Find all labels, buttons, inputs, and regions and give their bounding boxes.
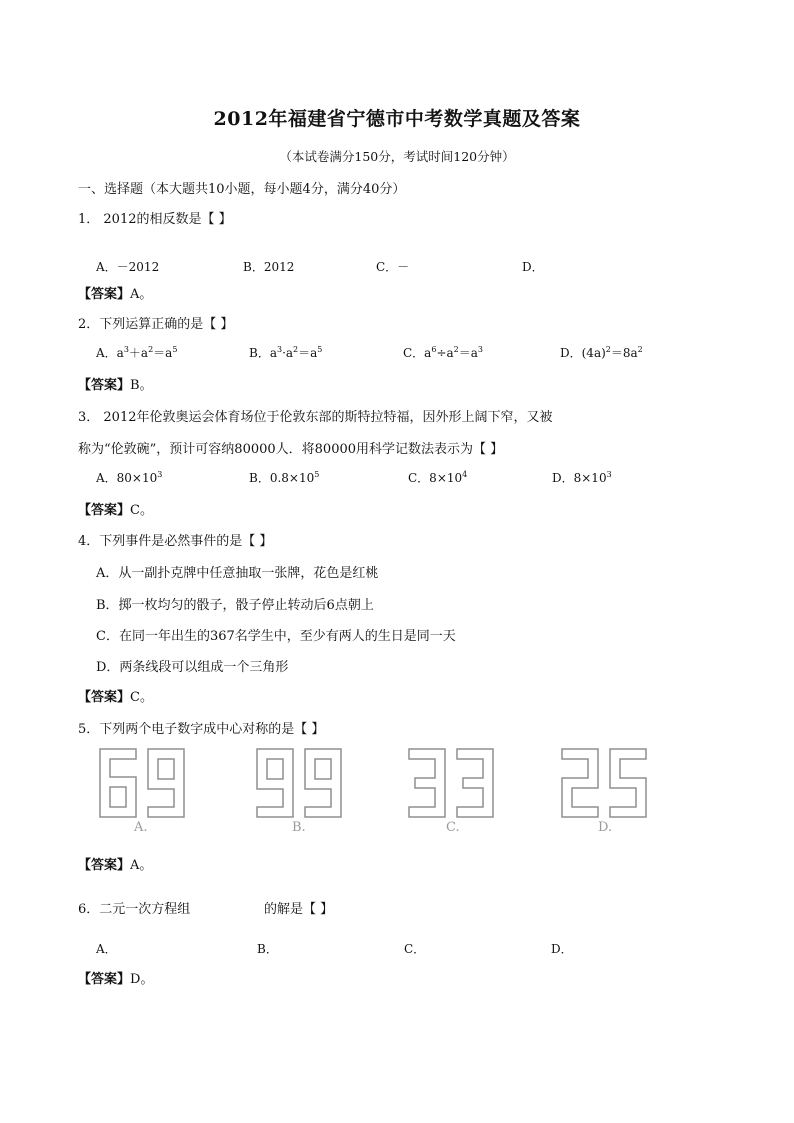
q5-answer <box>78 854 152 873</box>
q4-option-d: D．两条线段可以组成一个三角形 <box>96 660 289 675</box>
q6-option-d: D． <box>551 942 573 956</box>
q1-option-a: A．－2012 <box>96 260 160 274</box>
answer-value: A。 <box>130 858 153 873</box>
q2-option-c: C．$a^6\div a^2=a^3$ <box>403 345 483 360</box>
q6-option-c: C． <box>404 942 426 956</box>
figure-label-c: C. <box>446 820 460 835</box>
q2-option-d: D．$(4a)^2=8a^2$ <box>560 345 643 360</box>
digit-figure-d <box>558 745 654 821</box>
q3-option-b: B．$0.8\times 10^5$ <box>249 470 320 485</box>
figure-label-d: D. <box>598 820 613 835</box>
page-subtitle: （本试卷满分150分，考试时间120分钟） <box>279 149 515 164</box>
q3-option-a: A．$80\times 10^3$ <box>96 470 163 485</box>
q4-option-b: B．掷一枚均匀的骰子，骰子停止转动后6点朝上 <box>96 598 374 613</box>
q6-option-a: A． <box>96 942 117 956</box>
answer-value: D。 <box>130 972 154 987</box>
page-title: 2012年福建省宁德市中考数学真题及答案 <box>213 108 581 130</box>
q6-option-b: B． <box>257 942 278 956</box>
answer-label: 【答案】 <box>78 690 131 705</box>
question-4-stem: 4．下列事件是必然事件的是【 】 <box>78 534 273 549</box>
q4-option-c: C．在同一年出生的367名学生中，至少有两人的生日是同一天 <box>96 629 456 644</box>
answer-label: 【答案】 <box>78 972 131 987</box>
answer-label: 【答案】 <box>78 503 131 518</box>
q4-answer <box>78 686 153 705</box>
question-5-stem: 5．下列两个电子数字成中心对称的是【 】 <box>78 722 325 737</box>
answer-value: C。 <box>130 503 153 518</box>
answer-value: B。 <box>130 378 153 393</box>
question-6-stem-post: 的解是【 】 <box>264 902 334 917</box>
q1-option-b: B．2012 <box>243 260 295 274</box>
question-3-stem-line1: 3． 2012年伦敦奥运会体育场位于伦敦东部的斯特拉特福，因外形上阔下窄，又被 <box>78 410 553 425</box>
q6-answer <box>78 968 153 987</box>
q1-option-d: D． <box>522 260 544 274</box>
answer-value: A。 <box>130 287 153 302</box>
answer-label: 【答案】 <box>78 378 131 393</box>
section-heading: 一、选择题（本大题共10小题，每小题4分，满分40分） <box>78 182 406 197</box>
question-1-stem: 1． 2012的相反数是【 】 <box>78 212 232 227</box>
q1-answer <box>78 283 152 302</box>
digit-figure-c <box>405 745 501 821</box>
question-2-stem: 2．下列运算正确的是【 】 <box>78 317 234 332</box>
figure-label-a: A. <box>134 820 148 835</box>
answer-label: 【答案】 <box>78 858 131 873</box>
q3-option-c: C．$8\times 10^4$ <box>408 470 468 485</box>
digit-figure-b <box>253 745 349 821</box>
question-3-stem-line2: 称为“伦敦碗”，预计可容纳80000人．将80000用科学记数法表示为【 】 <box>78 442 504 457</box>
q2-option-b: B．$a^3\cdot a^2=a^5$ <box>249 345 323 360</box>
digit-figure-a <box>96 745 192 821</box>
q1-option-c: C．－ <box>376 260 410 274</box>
q3-option-d: D．$8\times 10^3$ <box>552 470 612 485</box>
q2-answer <box>78 374 153 393</box>
q2-option-a: A．$a^3+a^2=a^5$ <box>96 345 178 360</box>
q4-option-a: A．从一副扑克牌中任意抽取一张牌，花色是红桃 <box>96 566 379 581</box>
answer-label: 【答案】 <box>78 287 131 302</box>
figure-label-b: B. <box>292 820 306 835</box>
answer-value: C。 <box>130 690 153 705</box>
q3-answer <box>78 499 153 518</box>
question-6-stem-pre: 6．二元一次方程组 <box>78 902 191 917</box>
